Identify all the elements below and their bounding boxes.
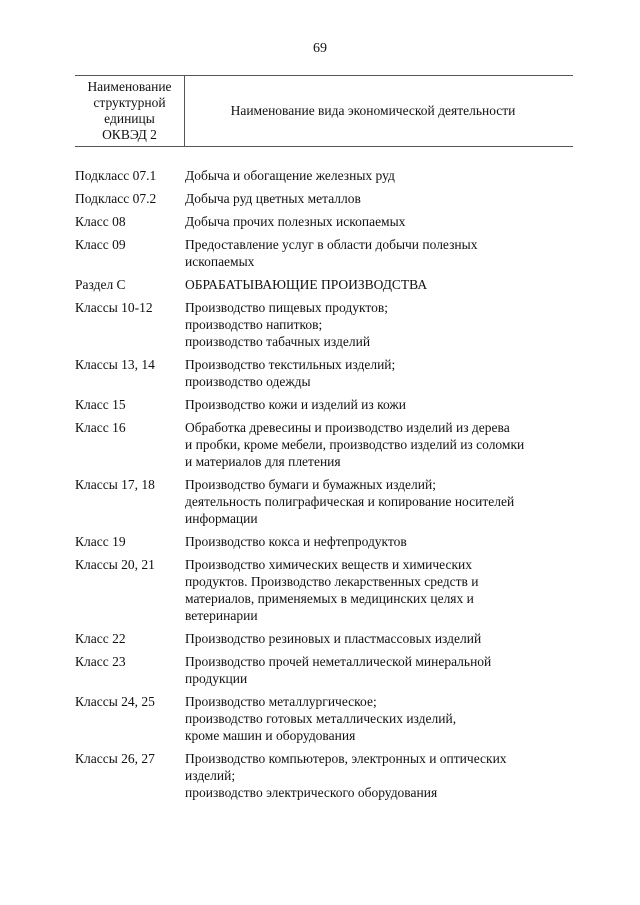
row-name: Производство текстильных изделий; производство одежды xyxy=(185,357,396,389)
row-code: Раздел С xyxy=(75,277,126,292)
row-code: Классы 24, 25 xyxy=(75,694,155,709)
row-name: Производство химических веществ и химических продуктов. Производство лекарственных средств и материалов, применяемых в медицинских целях и ветеринарии xyxy=(185,557,479,623)
table-header xyxy=(75,75,573,147)
table-row xyxy=(75,476,573,527)
table-body xyxy=(75,167,573,801)
row-code: Классы 13, 14 xyxy=(75,357,155,372)
table-row xyxy=(75,653,573,687)
page-number: 69 xyxy=(313,41,327,56)
row-name: Обработка древесины и производство изделий из дерева и пробки, кроме мебели, производство изделий из соломки и материалов для плетения xyxy=(185,420,525,469)
row-name: Предоставление услуг в области добычи полезных ископаемых xyxy=(185,237,478,269)
row-name: Производство бумаги и бумажных изделий; деятельность полиграфическая и копирование носителей информации xyxy=(185,477,515,526)
row-name: Производство пищевых продуктов; производство напитков; производство табачных изделий xyxy=(185,300,388,349)
header-code: Наименование структурной единицы ОКВЭД 2 xyxy=(75,76,185,146)
row-code: Классы 17, 18 xyxy=(75,477,155,492)
row-name: Производство прочей неметаллической минеральной продукции xyxy=(185,654,492,686)
table-row xyxy=(75,556,573,624)
row-code: Класс 09 xyxy=(75,237,126,252)
row-code: Классы 20, 21 xyxy=(75,557,155,572)
row-name: Производство компьютеров, электронных и оптических изделий; производство электрического оборудования xyxy=(185,751,507,800)
okved-table xyxy=(75,75,573,807)
row-code: Классы 26, 27 xyxy=(75,751,155,766)
row-code: Класс 16 xyxy=(75,420,126,435)
table-row xyxy=(75,693,573,744)
row-name: Производство кожи и изделий из кожи xyxy=(185,397,406,412)
table-row xyxy=(75,276,573,293)
row-name: Производство резиновых и пластмассовых изделий xyxy=(185,631,482,646)
table-row xyxy=(75,419,573,470)
row-code: Классы 10-12 xyxy=(75,300,153,315)
row-code: Класс 22 xyxy=(75,631,126,646)
table-row xyxy=(75,396,573,413)
table-row xyxy=(75,356,573,390)
row-name: Добыча прочих полезных ископаемых xyxy=(185,214,406,229)
table-row xyxy=(75,236,573,270)
table-row xyxy=(75,750,573,801)
table-row xyxy=(75,167,573,184)
row-name: Добыча и обогащение железных руд xyxy=(185,168,395,183)
row-code: Подкласс 07.2 xyxy=(75,191,157,206)
table-row xyxy=(75,213,573,230)
row-code: Класс 08 xyxy=(75,214,126,229)
table-row xyxy=(75,630,573,647)
row-name: ОБРАБАТЫВАЮЩИЕ ПРОИЗВОДСТВА xyxy=(185,277,428,292)
row-name: Добыча руд цветных металлов xyxy=(185,191,361,206)
header-name: Наименование вида экономической деятельности xyxy=(230,103,516,118)
row-code: Подкласс 07.1 xyxy=(75,168,157,183)
row-code: Класс 15 xyxy=(75,397,126,412)
table-row xyxy=(75,533,573,550)
table-row xyxy=(75,190,573,207)
row-name: Производство металлургическое; производство готовых металлических изделий, кроме машин и оборудования xyxy=(185,694,457,743)
row-code: Класс 23 xyxy=(75,654,126,669)
table-row xyxy=(75,299,573,350)
row-code: Класс 19 xyxy=(75,534,126,549)
row-name: Производство кокса и нефтепродуктов xyxy=(185,534,407,549)
